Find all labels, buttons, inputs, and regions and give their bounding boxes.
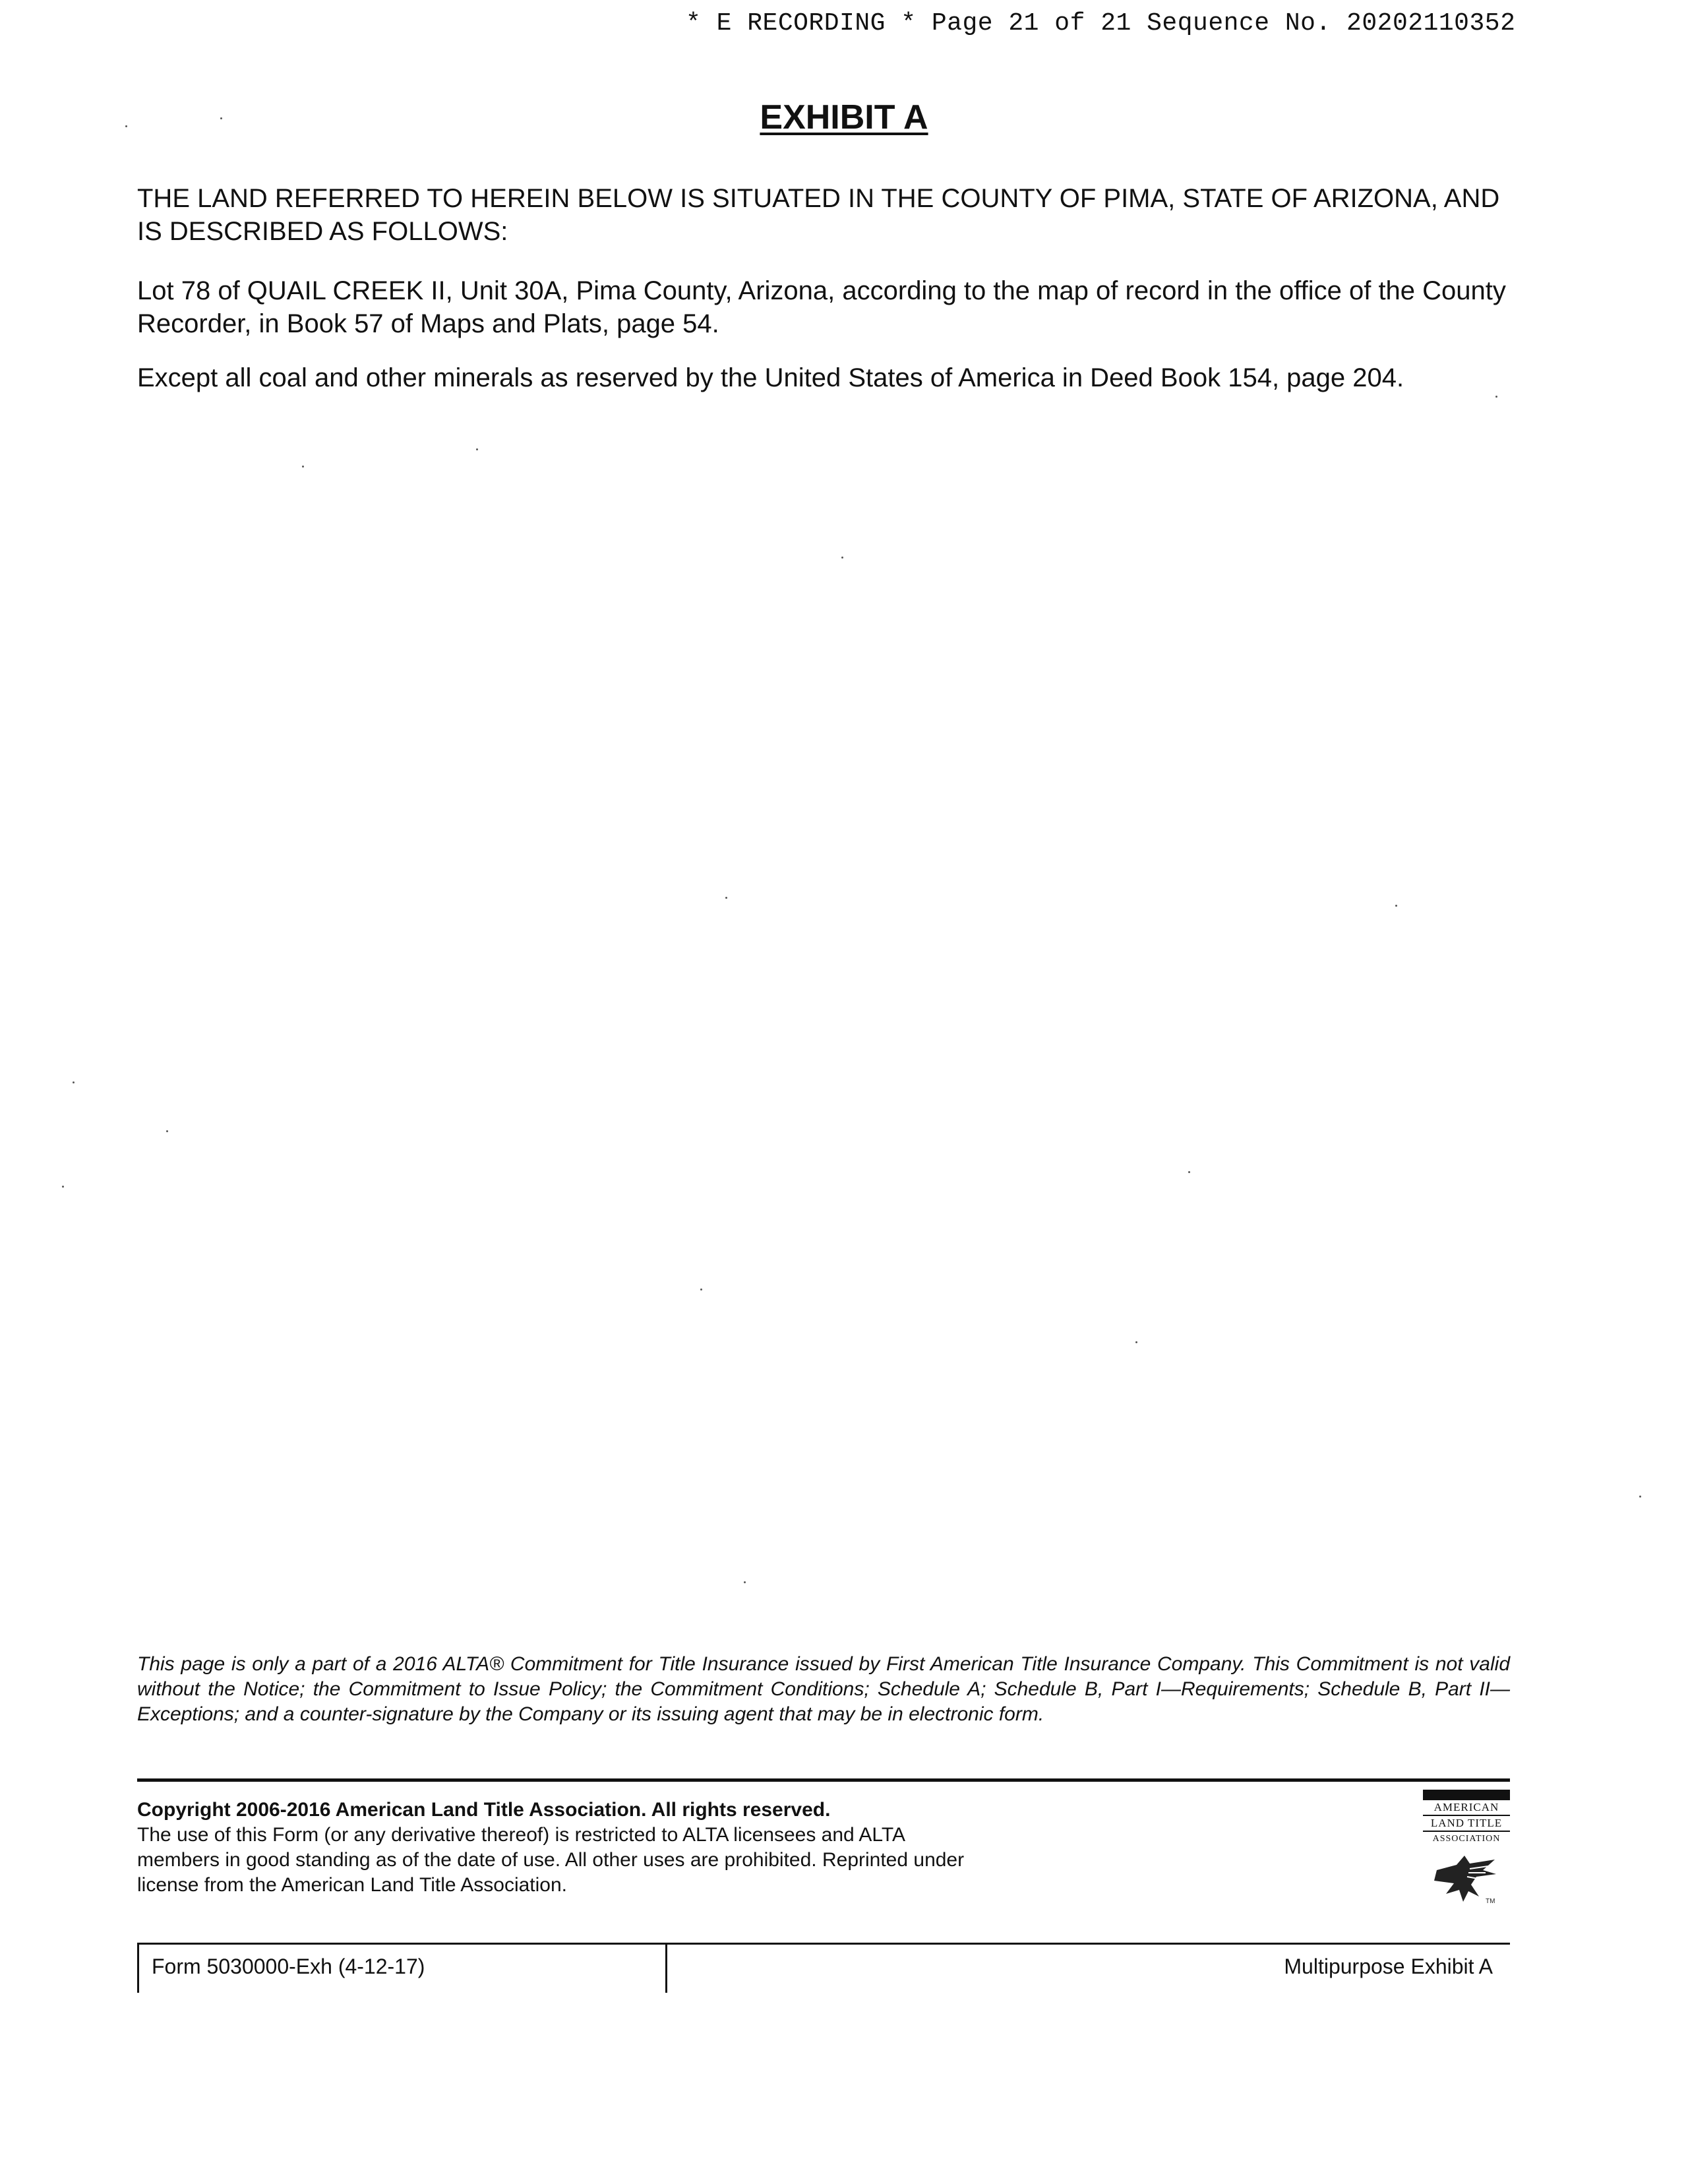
scan-speck [725,897,727,899]
logo-bar [1423,1790,1510,1800]
scan-speck [1188,1171,1190,1173]
form-number: Form 5030000-Exh (4-12-17) [152,1955,425,1978]
copyright-heading: Copyright 2006-2016 American Land Title Association. All rights reserved. [137,1799,831,1821]
scan-speck [476,448,478,450]
scan-speck [220,117,222,119]
scan-speck [1639,1496,1641,1498]
scan-speck [841,557,843,559]
scan-speck [1135,1341,1137,1343]
scan-speck [62,1186,64,1188]
copyright-notice [137,1798,981,1898]
eagle-icon [1423,1850,1510,1909]
logo-text-land-title: LAND TITLE [1423,1816,1510,1832]
lot-description-paragraph: Lot 78 of QUAIL CREEK II, Unit 30A, Pima County, Arizona, according to the map of record in the office of the County Recorder, in Book 57 of Maps and Plats, page 54. [137,276,1506,338]
mineral-exception-paragraph: Except all coal and other minerals as reserved by the United States of America in Deed Book 154, page 204. [137,363,1404,392]
logo-text-association: ASSOCIATION [1432,1834,1501,1844]
scan-speck [700,1289,702,1290]
scan-speck [302,466,304,468]
recording-header: * E RECORDING * Page 21 of 21 Sequence No. 20202110352 [686,9,1516,38]
section-divider [137,1778,1510,1782]
scan-speck [1395,905,1397,907]
scan-speck [73,1081,75,1083]
commitment-disclaimer: This page is only a part of a 2016 ALTA® Commitment for Title Insurance issued by First American Title Insurance Company. This Commitment is not valid without the Notice; the Commitment to Issue Policy; the Commitment Conditions; Schedule A; Schedule B, Part I—Requirements; Schedule B, Part II—Exceptions; and a counter-signature by the Company or its issuing agent that may be in electronic form. [137,1653,1510,1725]
logo-text-american: AMERICAN [1423,1800,1510,1816]
footer-box-right-border [665,1943,667,1993]
scan-speck [125,125,127,127]
footer-box-left-border [137,1943,139,1993]
exhibit-title: EXHIBIT A [760,98,928,136]
scan-speck [744,1581,746,1583]
scan-speck [166,1130,168,1132]
copyright-body: The use of this Form (or any derivative thereof) is restricted to ALTA licensees and ALTA members in good standing as of the date of use. All other uses are prohibited. Reprinted under license from the American Land Title Association. [137,1824,965,1896]
footer-divider [137,1943,1510,1945]
alta-logo [1423,1790,1510,1915]
land-situated-paragraph: THE LAND REFERRED TO HEREIN BELOW IS SITUATED IN THE COUNTY OF PIMA, STATE OF ARIZONA, AND IS DESCRIBED AS FOLLOWS: [137,184,1500,246]
form-name: Multipurpose Exhibit A [1284,1955,1493,1978]
scan-speck [1495,396,1497,398]
svg-text:TM: TM [1486,1898,1495,1905]
